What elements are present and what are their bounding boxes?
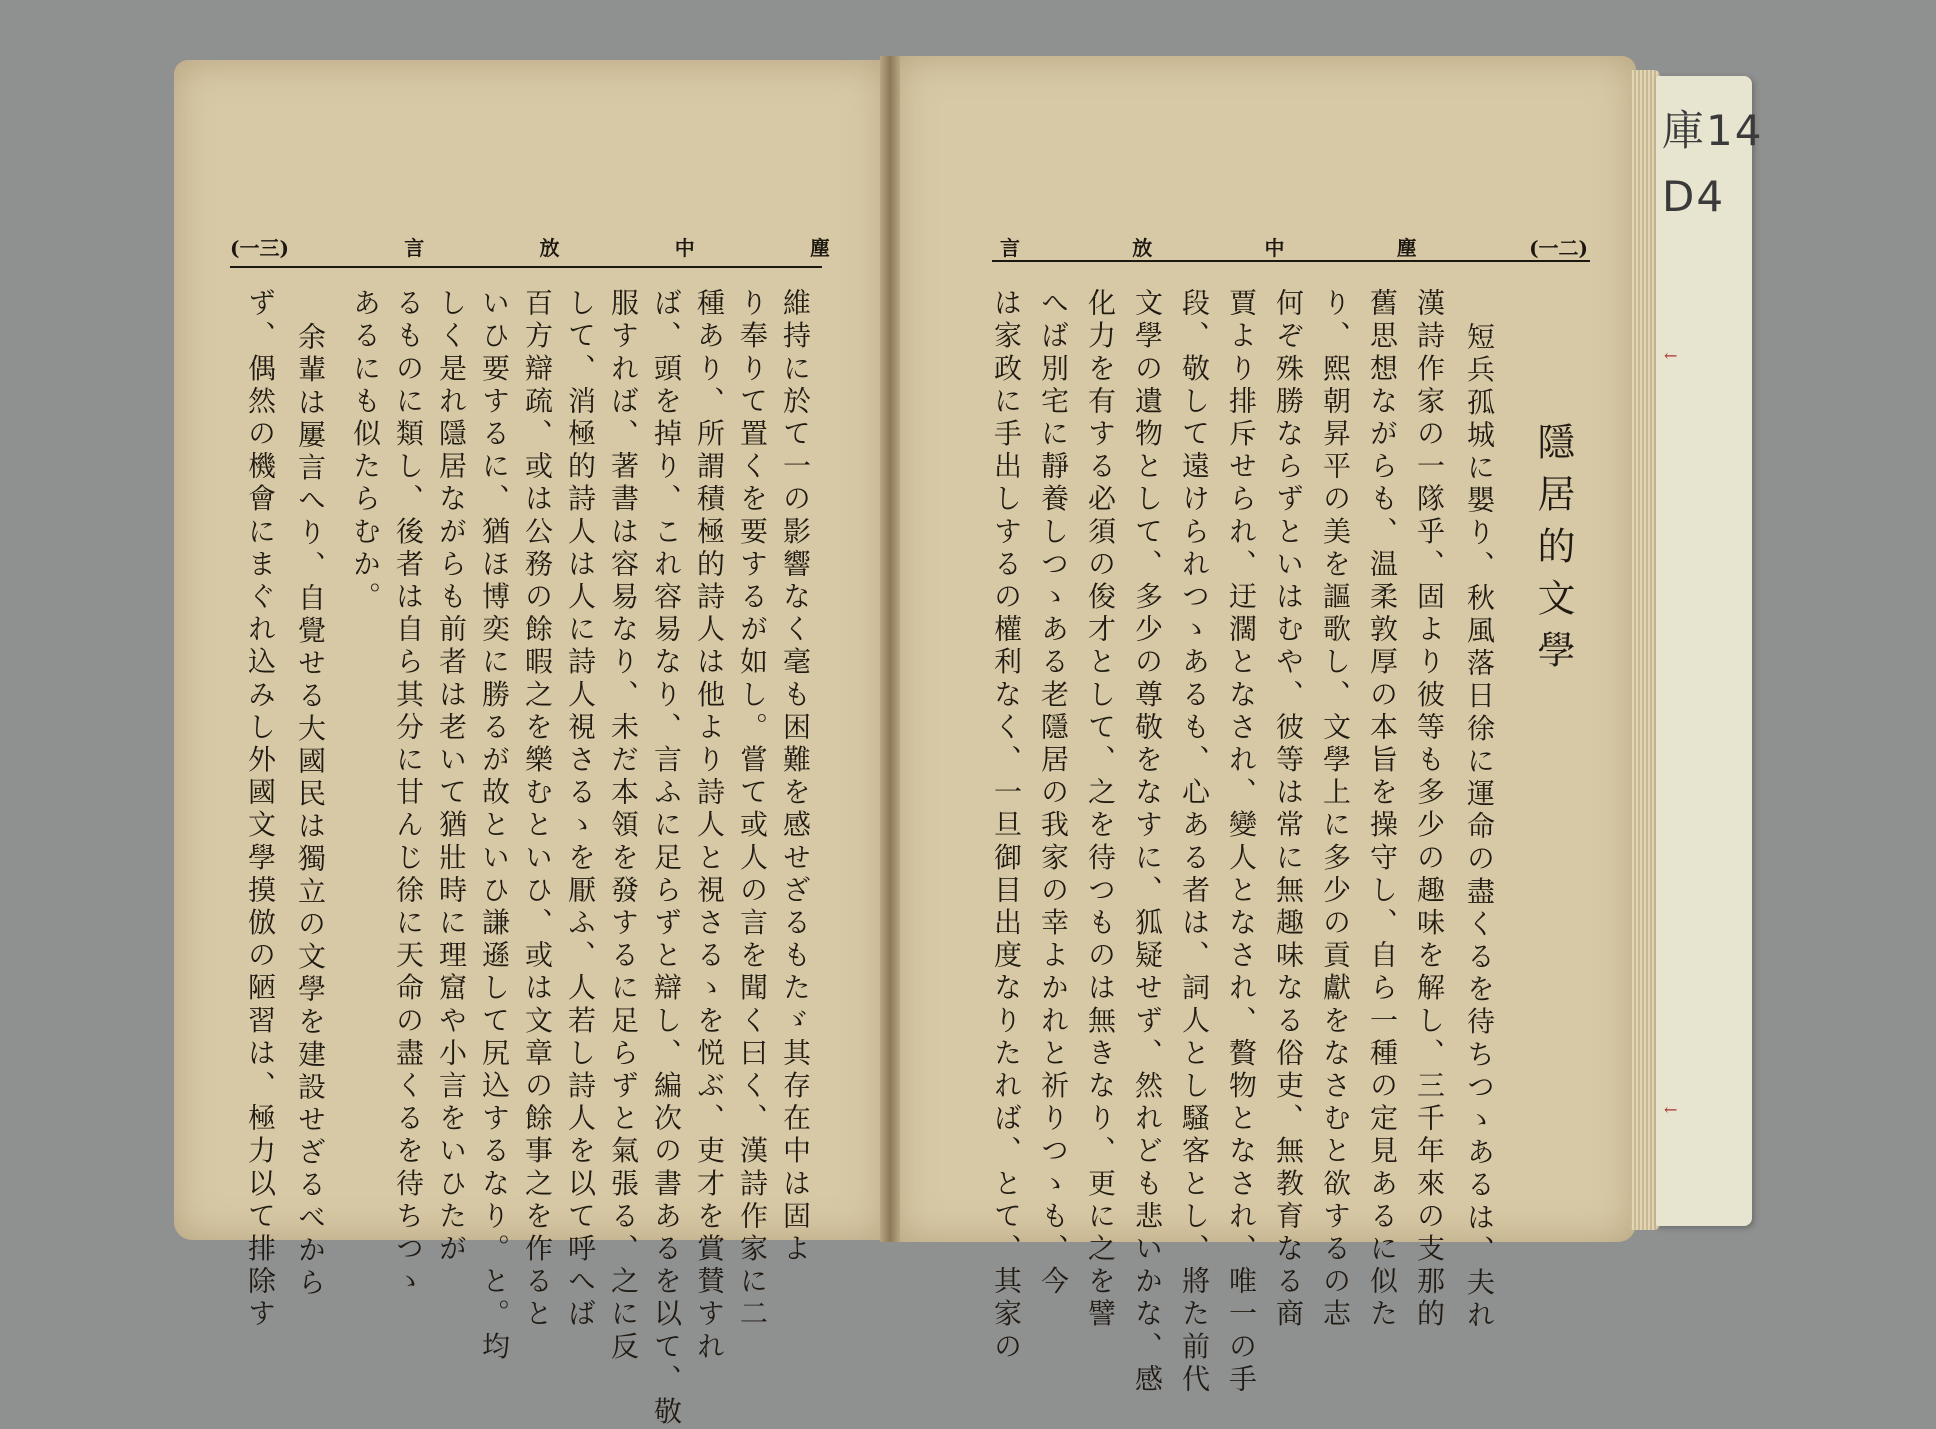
left-text-column: 服すれば、著書は容易なり、未だ本領を發するに足らずと氣張る、之に反 [607, 288, 640, 1364]
running-title-char: 塵 [1396, 235, 1417, 260]
right-text-column: 文學の遺物として、多少の尊敬をなすに、狐疑せず、然れども悲いかな、感 [1131, 288, 1164, 1397]
left-page-number: (一三) [230, 235, 289, 260]
red-arrow-mark: ← [1664, 1100, 1678, 1119]
running-title-char: 中 [1264, 235, 1285, 260]
left-text-column: して、消極的詩人は人に詩人視さるゝを厭ふ、人若し詩人を以て呼へば [564, 288, 597, 1332]
right-text-column: 何ぞ殊勝ならずといはむや、彼等は常に無趣味なる俗吏、無教育なる商 [1272, 288, 1305, 1332]
left-text-column: ず、偶然の機會にまぐれ込みし外國文學摸倣の陋習は、極力以て排除す [244, 288, 277, 1332]
left-text-column: あるにも似たらむか。 [349, 288, 382, 614]
left-text-column: いひ要するに、猶ほ博奕に勝るが故といひ謙遜して尻込するなり。と。均 [478, 288, 511, 1364]
slip-note-line-1: 庫14 [1662, 106, 1764, 155]
library-slip [1656, 76, 1752, 1226]
right-text-column: へば別宅に靜養しつゝある老隱居の我家の幸よかれと祈りつゝも、今 [1037, 288, 1070, 1299]
right-text-column: 舊思想ながらも、温柔敦厚の本旨を操守し、自ら一種の定見あるに似た [1366, 288, 1399, 1332]
left-text-column: 維持に於て一の影響なく毫も困難を感せざるもたゞ其存在中は固よ [779, 288, 812, 1266]
red-arrow-mark: ← [1664, 346, 1678, 365]
left-text-column: 種あり、所謂積極的詩人は他より詩人と視さるゝを悦ぶ、吏才を賞賛すれ [693, 288, 726, 1364]
running-title-char: 言 [1000, 235, 1020, 260]
right-page-number: (一二) [1529, 235, 1588, 260]
left-page-header [230, 226, 830, 266]
left-text-column: ば、頭を掉り、これ容易なり、言ふに足らずと辯し、編次の書あるを以て、敬 [650, 288, 683, 1429]
left-header-rule [230, 266, 822, 268]
right-text-column: 化力を有する必須の俊才として、之を待つものは無きなり、更に之を譬 [1084, 288, 1117, 1332]
right-text-column: は家政に手出しするの權利なく、一旦御目出度なりたれば、とて、其家の [990, 288, 1023, 1364]
book-gutter [880, 56, 900, 1242]
right-text-column: 短兵孤城に嬰り、秋風落日徐に運命の盡くるを待ちつゝあるは、夫れ [1463, 322, 1496, 1333]
left-text-column: 余輩は屢言へり、自覺せる大國民は獨立の文學を建設せざるべから [294, 322, 327, 1300]
left-text-column: り奉りて置くを要するが如し。嘗て或人の言を聞く曰く、漢詩作家に二 [736, 288, 769, 1332]
right-header-rule [992, 260, 1590, 262]
chapter-title: 隱居的文學 [1531, 422, 1575, 682]
right-text-column: り、熙朝昇平の美を謳歌し、文學上に多少の貢獻をなさむと欲するの志 [1319, 288, 1352, 1332]
running-title-char: 塵 [810, 235, 830, 260]
running-title-char: 言 [404, 235, 425, 260]
slip-note-line-2: D4 [1662, 172, 1726, 221]
right-text-column: 段、敬して遠けられつゝあるも、心ある者は、詞人とし騷客とし、將た前代 [1178, 288, 1211, 1397]
right-text-column: 漢詩作家の一隊乎、固より彼等も多少の趣味を解し、三千年來の支那的 [1413, 288, 1446, 1332]
running-title-char: 放 [1132, 235, 1153, 260]
right-text-column: 賈より排斥せられ、迂濶となされ、變人となされ、贅物となされ、唯一の手 [1225, 288, 1258, 1397]
left-text-column: るものに類し、後者は自ら其分に甘んじ徐に天命の盡くるを待ちつゝ [392, 288, 425, 1299]
left-text-column: しく是れ隱居ながらも前者は老いて猶壯時に理窟や小言をいひたが [435, 288, 468, 1266]
running-title-char: 中 [674, 235, 695, 260]
left-text-column: 百方辯疏、或は公務の餘暇之を樂むといひ、或は文章の餘事之を作ると [521, 288, 554, 1332]
library-slip-note [1662, 98, 1763, 230]
running-title-char: 放 [539, 235, 560, 260]
